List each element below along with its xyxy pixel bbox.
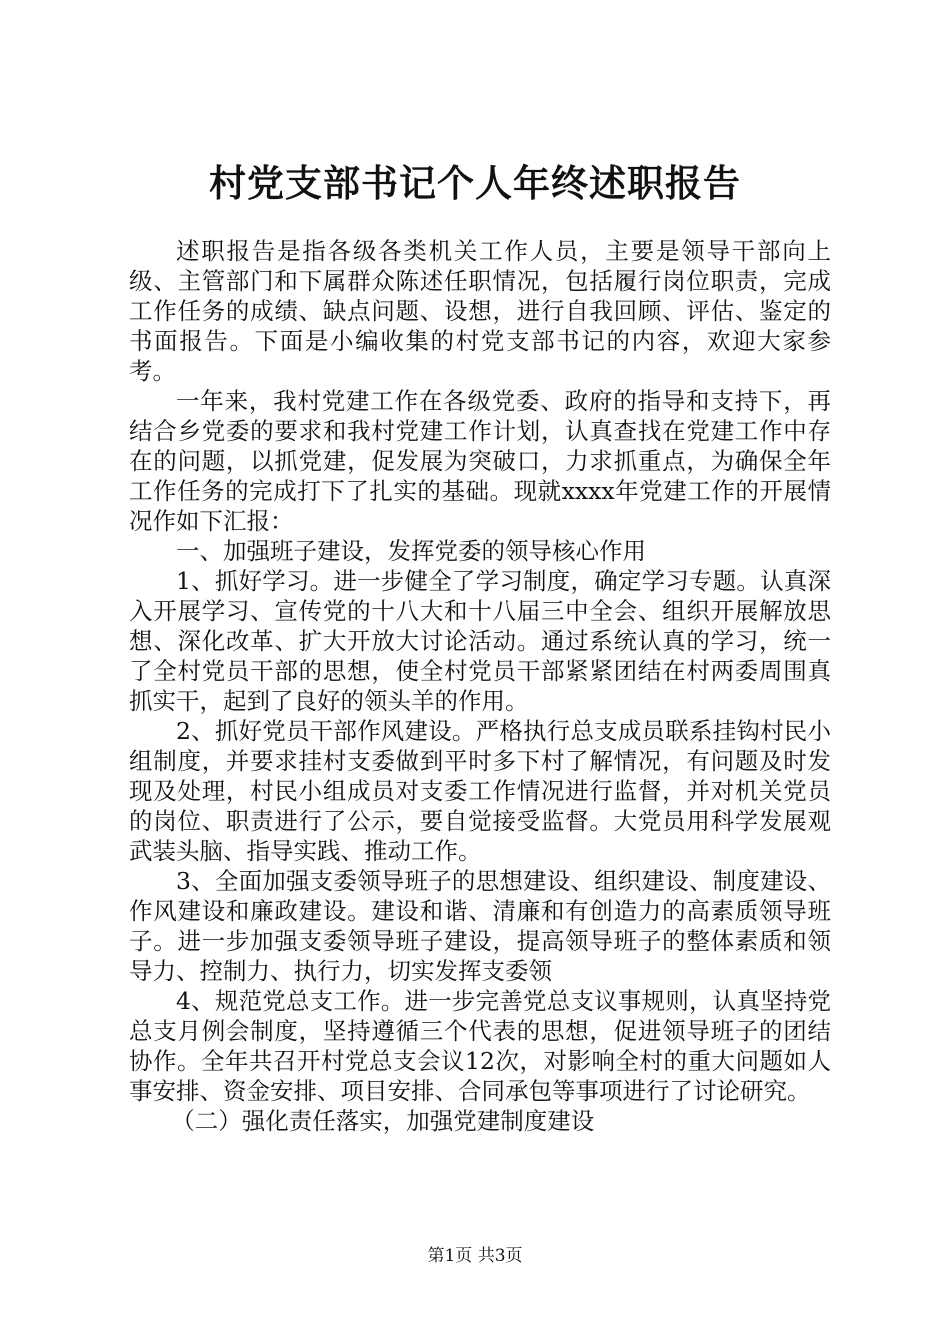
paragraph-item-1: 1、抓好学习。进一步健全了学习制度，确定学习专题。认真深入开展学习、宣传党的十八大和十八届三中全会、组织开展解放思想、深化改革、扩大开放大讨论活动。通过系统认真的学习，统一了全村党员干部的思想，使全村党员干部紧紧团结在村两委周围真抓实干，起到了良好的领头羊的作用。 xyxy=(129,567,831,715)
page-footer: 第1页 共3页 xyxy=(427,1246,523,1266)
section-heading-1: 一、加强班子建设，发挥党委的领导核心作用 xyxy=(176,537,646,565)
document-body xyxy=(129,236,831,1136)
document-title: 村党支部书记个人年终述职报告 xyxy=(209,161,741,205)
paragraph-intro: 述职报告是指各级各类机关工作人员，主要是领导干部向上级、主管部门和下属群众陈述任职情况，包括履行岗位职责，完成工作任务的成绩、缺点问题、设想，进行自我回顾、评估、鉴定的书面报告。下面是小编收集的村党支部书记的内容，欢迎大家参考。 xyxy=(129,237,831,385)
paragraph-overview: 一年来，我村党建工作在各级党委、政府的指导和支持下，再结合乡党委的要求和我村党建工作计划，认真查找在党建工作中存在的问题，以抓党建，促发展为突破口，力求抓重点，为确保全年工作任务的完成打下了扎实的基础。现就xxxx年党建工作的开展情况作如下汇报： xyxy=(129,387,831,535)
paragraph-item-4: 4、规范党总支工作。进一步完善党总支议事规则，认真坚持党总支月例会制度，坚持遵循三个代表的思想，促进领导班子的团结协作。全年共召开村党总支会议12次，对影响全村的重大问题如人事安排、资金安排、项目安排、合同承包等事项进行了讨论研究。 xyxy=(129,987,831,1105)
paragraph-item-2: 2、抓好党员干部作风建设。严格执行总支成员联系挂钩村民小组制度，并要求挂村支委做到平时多下村了解情况，有问题及时发现及处理，村民小组成员对支委工作情况进行监督，并对机关党员的岗位、职责进行了公示，要自觉接受监督。大党员用科学发展观武装头脑、指导实践、推动工作。 xyxy=(129,717,831,865)
section-heading-2: （二）强化责任落实，加强党建制度建设 xyxy=(171,1107,595,1135)
paragraph-item-3: 3、全面加强支委领导班子的思想建设、组织建设、制度建设、作风建设和廉政建设。建设和谐、清廉和有创造力的高素质领导班子。进一步加强支委领导班子建设，提高领导班子的整体素质和领导力、控制力、执行力，切实发挥支委领 xyxy=(129,867,831,985)
